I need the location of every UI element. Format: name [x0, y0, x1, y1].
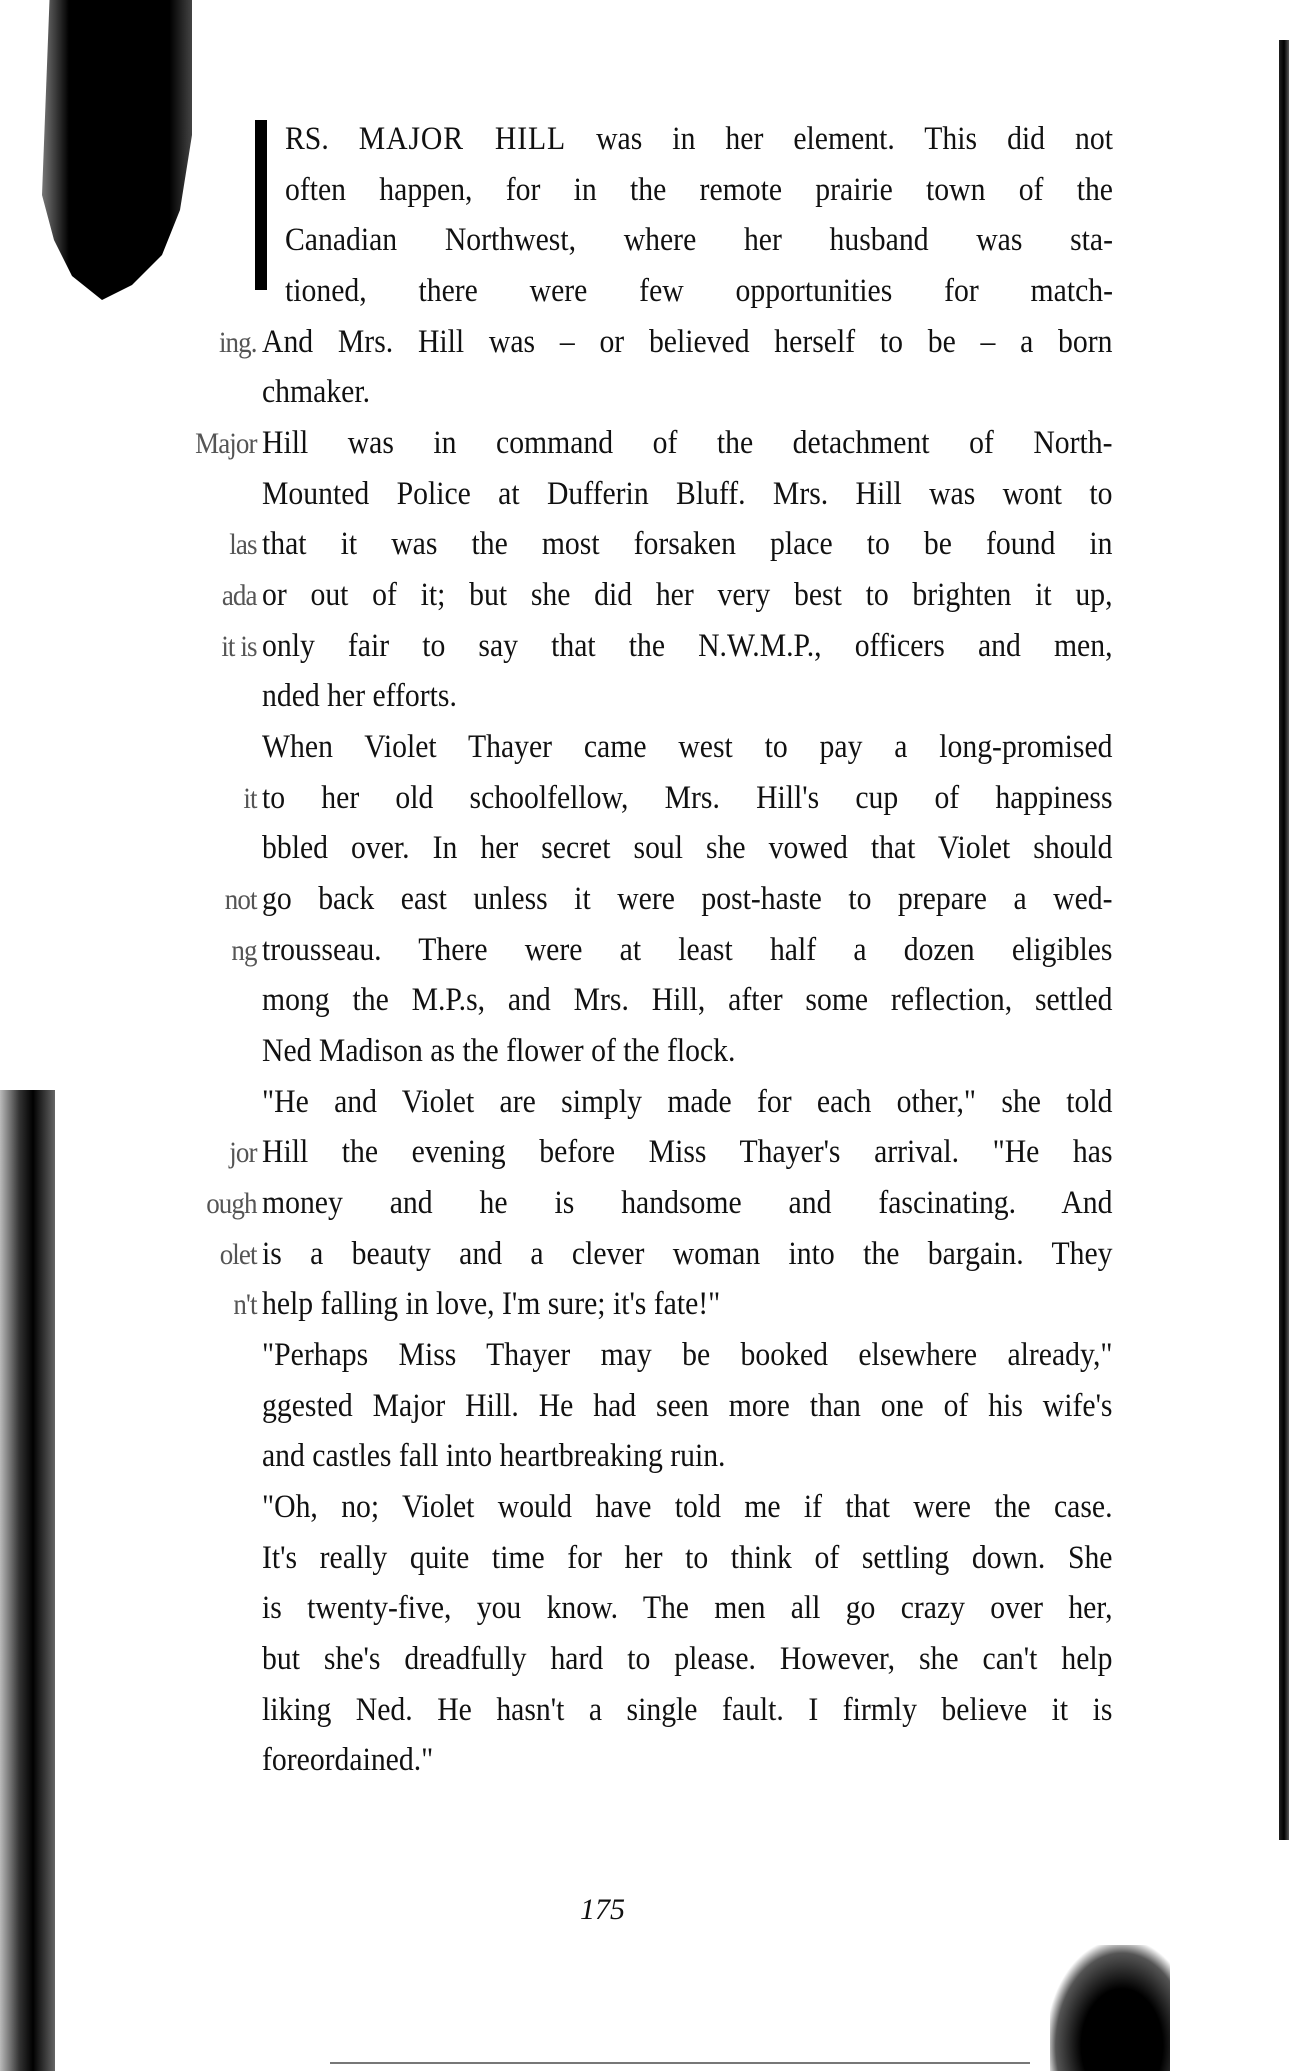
cut-off-fragment: it	[243, 781, 257, 815]
text-line	[262, 367, 1113, 418]
page-number: 175	[580, 1893, 625, 1926]
drop-cap	[255, 120, 267, 290]
line-text: Hill the evening before Miss Thayer's arrival. "He has	[262, 1134, 1113, 1171]
line-text: is twenty-five, you know. The men all go crazy over her,	[262, 1590, 1113, 1627]
line-text: "Perhaps Miss Thayer may be booked elsewhere already,"	[262, 1337, 1113, 1374]
line-text: go back east unless it were post-haste to prepare a wed-	[262, 881, 1113, 918]
cut-off-fragment: ough	[206, 1187, 257, 1221]
line-text: "Oh, no; Violet would have told me if that were the case.	[262, 1489, 1113, 1526]
text-line	[229, 1127, 1113, 1178]
text-line	[262, 671, 1113, 722]
line-text: tioned, there were few opportunities for match-	[285, 273, 1113, 309]
line-text: It's really quite time for her to think of settling down. She	[262, 1539, 1113, 1576]
text-line	[262, 1482, 1113, 1533]
cut-off-fragment: las	[229, 528, 257, 562]
line-text: help falling in love, I'm sure; it's fate!"	[262, 1286, 721, 1323]
text-line	[219, 1229, 1113, 1280]
text-line	[262, 1431, 1113, 1482]
cut-off-fragment: ada	[221, 579, 257, 613]
scan-blot-bottom-right	[1050, 1945, 1170, 2071]
page-bottom-edge	[330, 2062, 1030, 2064]
line-text: is a beauty and a clever woman into the bargain. They	[262, 1235, 1113, 1272]
text-line	[262, 1381, 1113, 1432]
line-text: bbled over. In her secret soul she vowed that Violet should	[262, 830, 1113, 867]
cut-off-fragment: Major	[195, 427, 257, 461]
text-line	[262, 1583, 1113, 1634]
line-text: When Violet Thayer came west to pay a long-promised	[262, 729, 1113, 766]
line-text: that it was the most forsaken place to be found in	[262, 526, 1113, 563]
line-text: mong the M.P.s, and Mrs. Hill, after some reflection, settled	[262, 982, 1113, 1019]
line-text: but she's dreadfully hard to please. However, she can't help	[262, 1641, 1113, 1678]
text-line	[262, 469, 1113, 520]
text-line	[231, 925, 1113, 976]
cut-off-fragment: not	[224, 883, 257, 917]
line-text: only fair to say that the N.W.M.P., officers and men,	[262, 627, 1113, 664]
text-line	[195, 418, 1113, 469]
line-text: nded her efforts.	[262, 678, 457, 715]
text-line	[243, 773, 1113, 824]
cut-off-fragment: ng	[231, 933, 257, 967]
scan-smear-left	[0, 1090, 55, 2071]
text-line	[285, 215, 1113, 266]
cut-off-fragment: ing.	[218, 325, 257, 359]
line-text: "He and Violet are simply made for each other," she told	[262, 1083, 1113, 1120]
text-line	[262, 722, 1113, 773]
line-text: Canadian Northwest, where her husband was sta-	[285, 222, 1113, 259]
text-line	[285, 266, 1113, 317]
text-line	[262, 975, 1113, 1026]
line-text: often happen, for in the remote prairie town of the	[285, 171, 1113, 208]
text-line	[262, 823, 1113, 874]
line-text: And Mrs. Hill was – or believed herself to be – a born	[262, 323, 1113, 360]
line-text: Hill was in command of the detachment of North-	[262, 425, 1113, 462]
text-line	[285, 114, 1113, 165]
line-text: foreordained."	[262, 1742, 434, 1779]
text-line	[285, 165, 1113, 216]
text-line	[262, 1026, 1113, 1077]
text-line	[262, 1077, 1113, 1128]
cut-off-fragment: n't	[233, 1288, 257, 1322]
opening-word: RS.	[285, 121, 329, 157]
text-line	[262, 1533, 1113, 1584]
opening-small-caps: MAJOR HILL	[358, 121, 567, 157]
line-text: chmaker.	[262, 374, 371, 411]
line-text: liking Ned. He hasn't a single fault. I firmly believe it is	[262, 1691, 1113, 1728]
opening-rest: was in her element. This did not	[566, 121, 1114, 157]
line-text: money and he is handsome and fascinating. And	[262, 1185, 1113, 1222]
cut-off-fragment: olet	[219, 1237, 257, 1271]
line-text: to her old schoolfellow, Mrs. Hill's cup of happiness	[262, 779, 1113, 816]
line-text: ggested Major Hill. He had seen more than one of his wife's	[262, 1387, 1113, 1424]
text-line	[262, 1735, 1113, 1786]
line-text: trousseau. There were at least half a dozen eligibles	[262, 931, 1113, 968]
text-line	[229, 519, 1113, 570]
line-text: or out of it; but she did her very best to brighten it up,	[262, 577, 1113, 614]
line-text: Mounted Police at Dufferin Bluff. Mrs. Hill was wont to	[262, 475, 1113, 512]
line-text: Ned Madison as the flower of the flock.	[262, 1033, 736, 1070]
text-line	[221, 621, 1113, 672]
text-line	[262, 1634, 1113, 1685]
text-line	[262, 1330, 1113, 1381]
text-line	[233, 1279, 1113, 1330]
line-text: and castles fall into heartbreaking ruin.	[262, 1438, 726, 1475]
text-line	[221, 570, 1113, 621]
text-line	[224, 874, 1113, 925]
cut-off-fragment: jor	[229, 1136, 257, 1170]
text-line	[218, 317, 1113, 368]
cut-off-fragment: it is	[221, 629, 257, 663]
text-line	[206, 1178, 1113, 1229]
text-line	[262, 1685, 1113, 1736]
scan-dark-blot-drop-cap	[42, 0, 192, 300]
page-edge-shadow	[1279, 40, 1289, 1840]
